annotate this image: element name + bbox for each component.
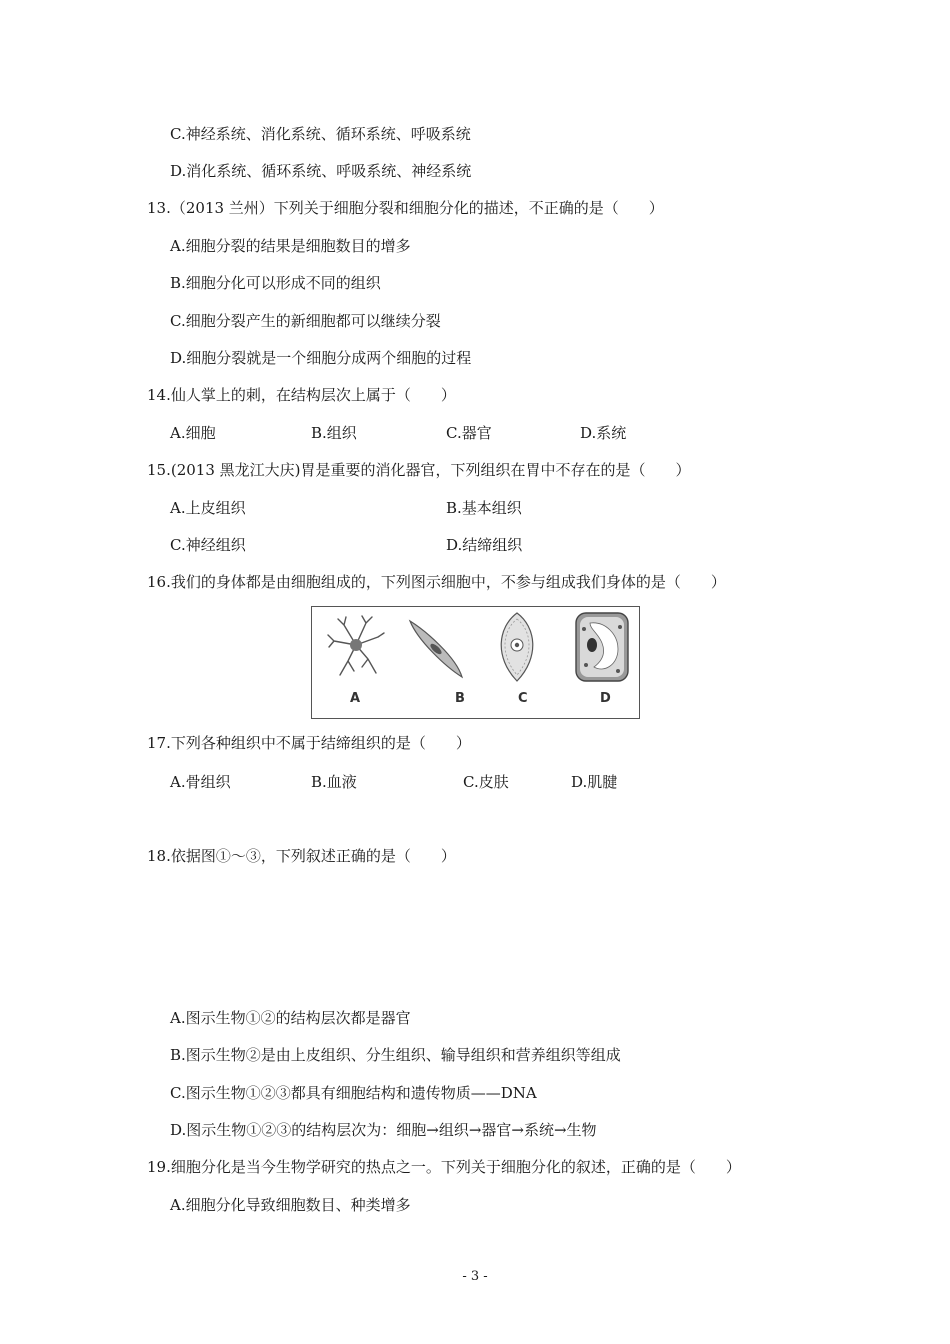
q17-option-c: C.皮肤 <box>463 773 509 791</box>
q17-option-a: A.骨组织 <box>170 773 231 791</box>
q15-option-b: B.基本组织 <box>446 499 522 517</box>
smooth-muscle-cell-image <box>406 617 466 681</box>
figure-label-b: B <box>455 691 465 706</box>
q15-option-d: D.结缔组织 <box>446 536 523 554</box>
figure-label-a: A <box>350 691 361 706</box>
page-number: - 3 - <box>462 1269 488 1284</box>
q15-option-c: C.神经组织 <box>170 536 246 554</box>
q14-option-b: B.组织 <box>311 424 357 442</box>
q13-option-d: D.细胞分裂就是一个细胞分成两个细胞的过程 <box>170 349 472 367</box>
q18-option-d: D.图示生物①②③的结构层次为：细胞→组织→器官→系统→生物 <box>170 1121 597 1139</box>
q14-option-d: D.系统 <box>580 424 627 442</box>
cell-figure <box>311 606 640 719</box>
q13-option-c: C.细胞分裂产生的新细胞都可以继续分裂 <box>170 312 441 330</box>
figure-label-c: C <box>518 691 528 706</box>
q12-option-d: D.消化系统、循环系统、呼吸系统、神经系统 <box>170 162 472 180</box>
q19-stem: 19.细胞分化是当今生物学研究的热点之一。下列关于细胞分化的叙述，正确的是（ ） <box>147 1158 741 1176</box>
q17-option-d: D.肌腱 <box>571 773 618 791</box>
q13-option-b: B.细胞分化可以形成不同的组织 <box>170 274 381 292</box>
q13-stem: 13.（2013 兰州）下列关于细胞分裂和细胞分化的描述，不正确的是（ ） <box>147 199 664 217</box>
oval-cell-image <box>492 611 542 683</box>
q14-stem: 14.仙人掌上的刺，在结构层次上属于（ ） <box>147 386 456 404</box>
q12-option-c: C.神经系统、消化系统、循环系统、呼吸系统 <box>170 125 471 143</box>
q16-stem: 16.我们的身体都是由细胞组成的，下列图示细胞中，不参与组成我们身体的是（ ） <box>147 573 726 591</box>
q14-option-c: C.器官 <box>446 424 492 442</box>
q13-option-a: A.细胞分裂的结果是细胞数目的增多 <box>170 237 411 255</box>
neuron-cell-image <box>326 615 386 681</box>
q17-stem: 17.下列各种组织中不属于结缔组织的是（ ） <box>147 734 471 752</box>
q18-option-c: C.图示生物①②③都具有细胞结构和遗传物质——DNA <box>170 1084 537 1102</box>
q15-option-a: A.上皮组织 <box>170 499 246 517</box>
q18-option-b: B.图示生物②是由上皮组织、分生组织、输导组织和营养组织等组成 <box>170 1046 621 1064</box>
q14-option-a: A.细胞 <box>170 424 216 442</box>
figure-label-d: D <box>600 691 611 706</box>
q17-option-b: B.血液 <box>311 773 357 791</box>
q19-option-a: A.细胞分化导致细胞数目、种类增多 <box>170 1196 411 1214</box>
q15-stem: 15.(2013 黑龙江大庆)胃是重要的消化器官，下列组织在胃中不存在的是（ ） <box>147 461 691 479</box>
q18-option-a: A.图示生物①②的结构层次都是器官 <box>170 1009 411 1027</box>
plant-cell-image <box>572 609 632 685</box>
q18-stem: 18.依据图①～③，下列叙述正确的是（ ） <box>147 847 456 865</box>
